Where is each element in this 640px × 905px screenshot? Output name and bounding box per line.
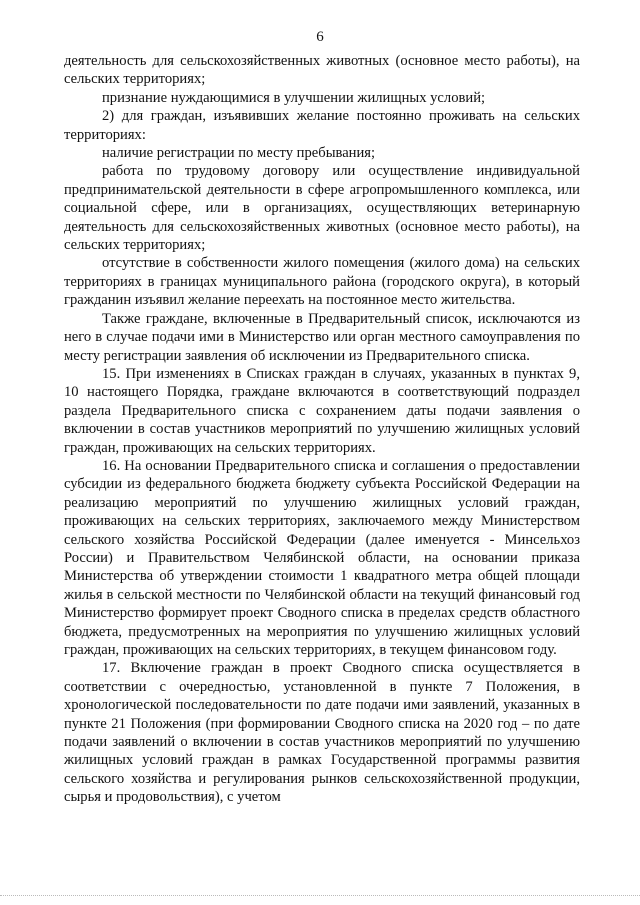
paragraph: деятельность для сельскохозяйственных животных (основное место работы), на сельских территориях; — [64, 53, 580, 88]
paragraph-item-16: 16. На основании Предварительного списка и соглашения о предоставлении субсидии из федерального бюджета бюджету субъекта Российской Федерации на реализацию мероприятий по улучшению жилищных условий граждан, проживающих на сельских территориях, заключаемого между Министерством сельского хозяйства Российской Федерации (далее именуется - Минсельхоз России) и Правительством Челябинской области, на основании приказа Министерства об утверждении стоимости 1 квадратного метра общей площади жилья в сельской местности по Челябинской области на текущий финансовый год Министерство формирует проект Сводного списка в пределах средств областного бюджета, предусмотренных на мероприятия по улучшению жилищных условий граждан, проживающих на сельских территориях, в текущем финансовом году. — [64, 457, 580, 658]
page-bottom-edge — [0, 895, 640, 896]
paragraph: признание нуждающимися в улучшении жилищных условий; — [102, 89, 486, 106]
document-body — [64, 52, 580, 807]
paragraph-item-15: 15. При изменениях в Списках граждан в случаях, указанных в пунктах 9, 10 настоящего Порядка, граждане включаются в соответствующий подраздел раздела Предварительного списка с сохранением даты подачи заявления о включении в состав участников мероприятий по улучшению жилищных условий граждан, проживающих на сельских территориях. — [64, 365, 580, 456]
paragraph: 2) для граждан, изъявивших желание постоянно проживать на сельских территориях: — [64, 108, 580, 143]
paragraph-item-17: 17. Включение граждан в проект Сводного списка осуществляется в соответствии с очередностью, установленной в пункте 7 Положения, в хронологической последовательности по дате подачи ими заявлений, указанных в пункте 21 Положения (при формировании Сводного списка на 2020 год – по дате подачи заявлений о включении в состав участников мероприятий по улучшению жилищных условий граждан в рамках Государственной программы развития сельского хозяйства и регулирования рынков сельскохозяйственной продукции, сырья и продовольствия), с учетом — [64, 660, 580, 806]
paragraph: наличие регистрации по месту пребывания; — [102, 145, 376, 162]
page-number: 6 — [316, 29, 324, 45]
paragraph: Также граждане, включенные в Предварительный список, исключаются из него в случае подачи ими в Министерство или орган местного самоуправления по месту регистрации заявления об исключении из Предварительного списка. — [64, 310, 580, 364]
paragraph: отсутствие в собственности жилого помещения (жилого дома) на сельских территориях в границах муниципального района (городского округа), в который гражданин изъявил желание переехать на постоянное место жительства. — [64, 255, 580, 309]
paragraph: работа по трудовому договору или осуществление индивидуальной предпринимательской деятельности в сфере агропромышленного комплекса, или социальной сфере, или в организациях, осуществляющих ветеринарную деятельность для сельскохозяйственных животных (основное место работы), на сельских территориях; — [64, 163, 580, 254]
